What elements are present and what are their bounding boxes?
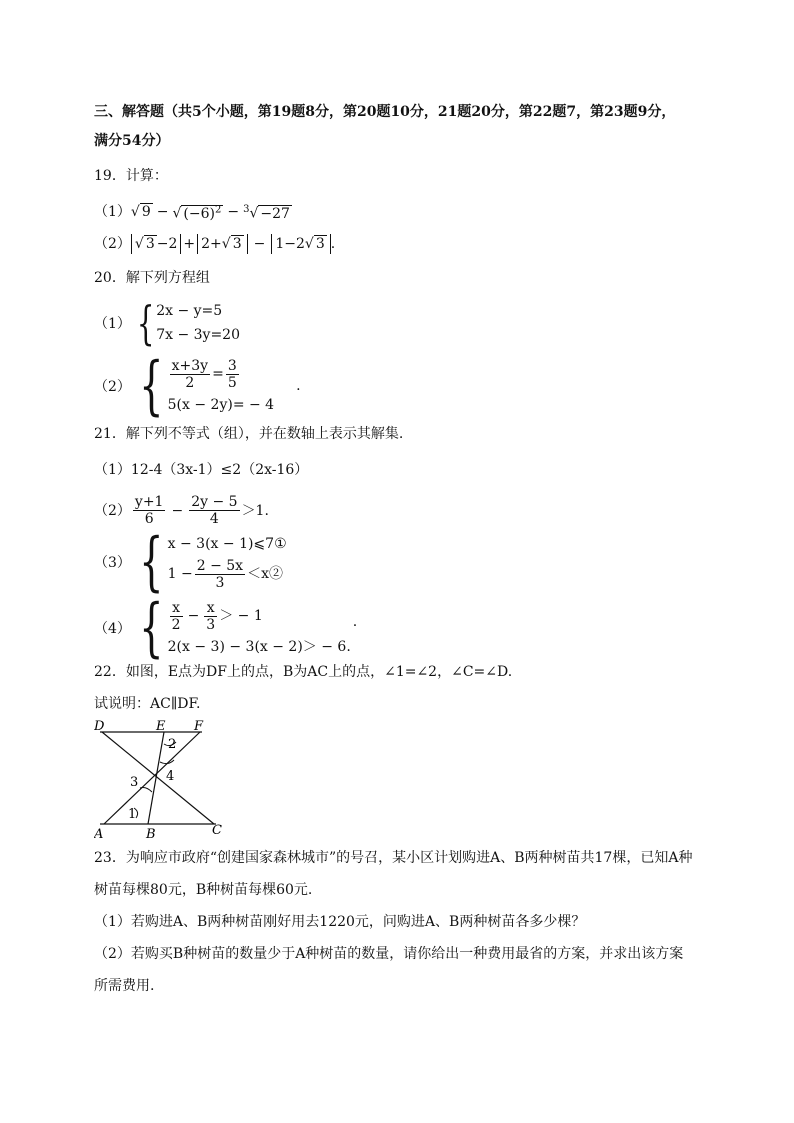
label-angle-1: 1 bbox=[128, 807, 137, 822]
label-angle-2: 2 bbox=[168, 737, 177, 752]
q21-part2: （2） $\frac{y+1}{6}$ − $\frac{2y - 5}{4}$ ＞1. bbox=[94, 494, 269, 527]
label-D: D bbox=[94, 720, 105, 734]
q22-ask: 试说明：AC∥DF. bbox=[94, 696, 201, 712]
q23-line1: 23．为响应市政府“创建国家森林城市”的号召，某小区计划购进A、B两种树苗共17棵，已知A种 bbox=[94, 850, 693, 866]
q19-part1-label: （1） bbox=[94, 203, 131, 220]
section-title-line1: 三、解答题（共5个小题，第19题8分，第20题10分，21题20分，第22题7，第23题9分， bbox=[94, 104, 676, 120]
brace-icon: { bbox=[139, 349, 164, 423]
q19-abs-1: √ 3 −2 bbox=[131, 234, 181, 254]
q23-part2-line2: 所需费用. bbox=[94, 978, 155, 994]
q20-part2-eq1: $\frac{x+3y}{2}$ = $\frac{3}{5}$ bbox=[171, 357, 237, 391]
q19-part2: （2） √ 3 −2 + 2+√ 3 − 1−2√ 3 . bbox=[94, 236, 336, 252]
q19-part2-label: （2） bbox=[94, 236, 131, 252]
q19-sqrt-square: √ $(-6)^2$ bbox=[172, 204, 222, 222]
q19-abs-3: 1−2√ 3 bbox=[271, 234, 330, 254]
q21-part4-system: （4） { $\frac{x}{2}$ − $\frac{x}{3}$ ＞ − 1 2(x − 3) − 3(x − 2)＞ − 6. . bbox=[94, 591, 358, 665]
q21-part4-label: （4） bbox=[94, 621, 131, 637]
q19-cube-root: $^3$√ −27 bbox=[243, 204, 290, 222]
q21-part3-eq2: 1 − $\frac{2 - 5x}{3}$ ＜x② bbox=[167, 557, 283, 591]
q21-part1: （1）12-4（3x-1）≤2（2x-16） bbox=[94, 462, 309, 478]
label-C: C bbox=[212, 823, 222, 838]
q19-title: 19．计算： bbox=[94, 168, 168, 184]
q20-part1-system bbox=[94, 296, 240, 350]
q20-part2-eq2: 5(x − 2y)= − 4 bbox=[167, 396, 275, 413]
label-B: B bbox=[146, 827, 156, 840]
q22-title: 22．如图，E点为DF上的点，B为AC上的点，∠1=∠2，∠C=∠D. bbox=[94, 664, 513, 680]
q21-part3-label: （3） bbox=[94, 555, 131, 571]
q19-part1: （1） √ 9 − √ $(-6)^2$ − $^3$√ −27 bbox=[94, 200, 292, 224]
brace-icon: { bbox=[136, 296, 155, 350]
q23-line2: 树苗每棵80元，B种树苗每棵60元. bbox=[94, 882, 313, 898]
q22-geometry-figure bbox=[94, 720, 234, 840]
label-angle-3: 3 bbox=[130, 775, 139, 790]
q20-part2-system: （2） { $\frac{x+3y}{2}$ = $\frac{3}{5}$ 5(x − 2y)= − 4 . bbox=[94, 349, 301, 423]
q20-part1-label: （1） bbox=[94, 316, 131, 332]
q23-part2-line1: （2）若购买B种树苗的数量少于A种树苗的数量，请你给出一种费用最省的方案，并求出该方案 bbox=[94, 946, 684, 962]
brace-icon: { bbox=[139, 525, 164, 599]
q20-part1-eq2: 7x − 3y=20 bbox=[156, 327, 240, 343]
q20-part2-label: （2） bbox=[94, 379, 131, 395]
q21-part3-eq1: x − 3(x − 1)⩽7① bbox=[167, 535, 287, 552]
label-F: F bbox=[194, 720, 204, 734]
q21-part2-label: （2） bbox=[94, 502, 131, 519]
angle-arc-4 bbox=[160, 760, 174, 764]
q23-part1: （1）若购进A、B两种树苗刚好用去1220元，问购进A、B两种树苗各多少棵？ bbox=[94, 914, 586, 930]
q21-title: 21．解下列不等式（组），并在数轴上表示其解集. bbox=[94, 426, 404, 442]
line-EB bbox=[148, 732, 164, 824]
brace-icon: { bbox=[139, 591, 164, 665]
q21-part4-eq1: $\frac{x}{2}$ − $\frac{x}{3}$ ＞ − 1 bbox=[171, 599, 263, 633]
label-A: A bbox=[94, 827, 104, 840]
q21-part4-eq2: 2(x − 3) − 3(x − 2)＞ − 6. bbox=[167, 638, 351, 655]
q19-sqrt-9: √ 9 bbox=[130, 203, 151, 220]
section-title-line2: 满分54分） bbox=[94, 133, 170, 149]
label-angle-4: 4 bbox=[166, 769, 175, 784]
q19-abs-2: 2+√ 3 bbox=[197, 234, 247, 254]
label-E: E bbox=[156, 720, 166, 734]
q20-title: 20．解下列方程组 bbox=[94, 270, 210, 286]
q21-part3-system bbox=[94, 525, 287, 599]
q20-part1-eq1: 2x − y=5 bbox=[156, 303, 223, 319]
